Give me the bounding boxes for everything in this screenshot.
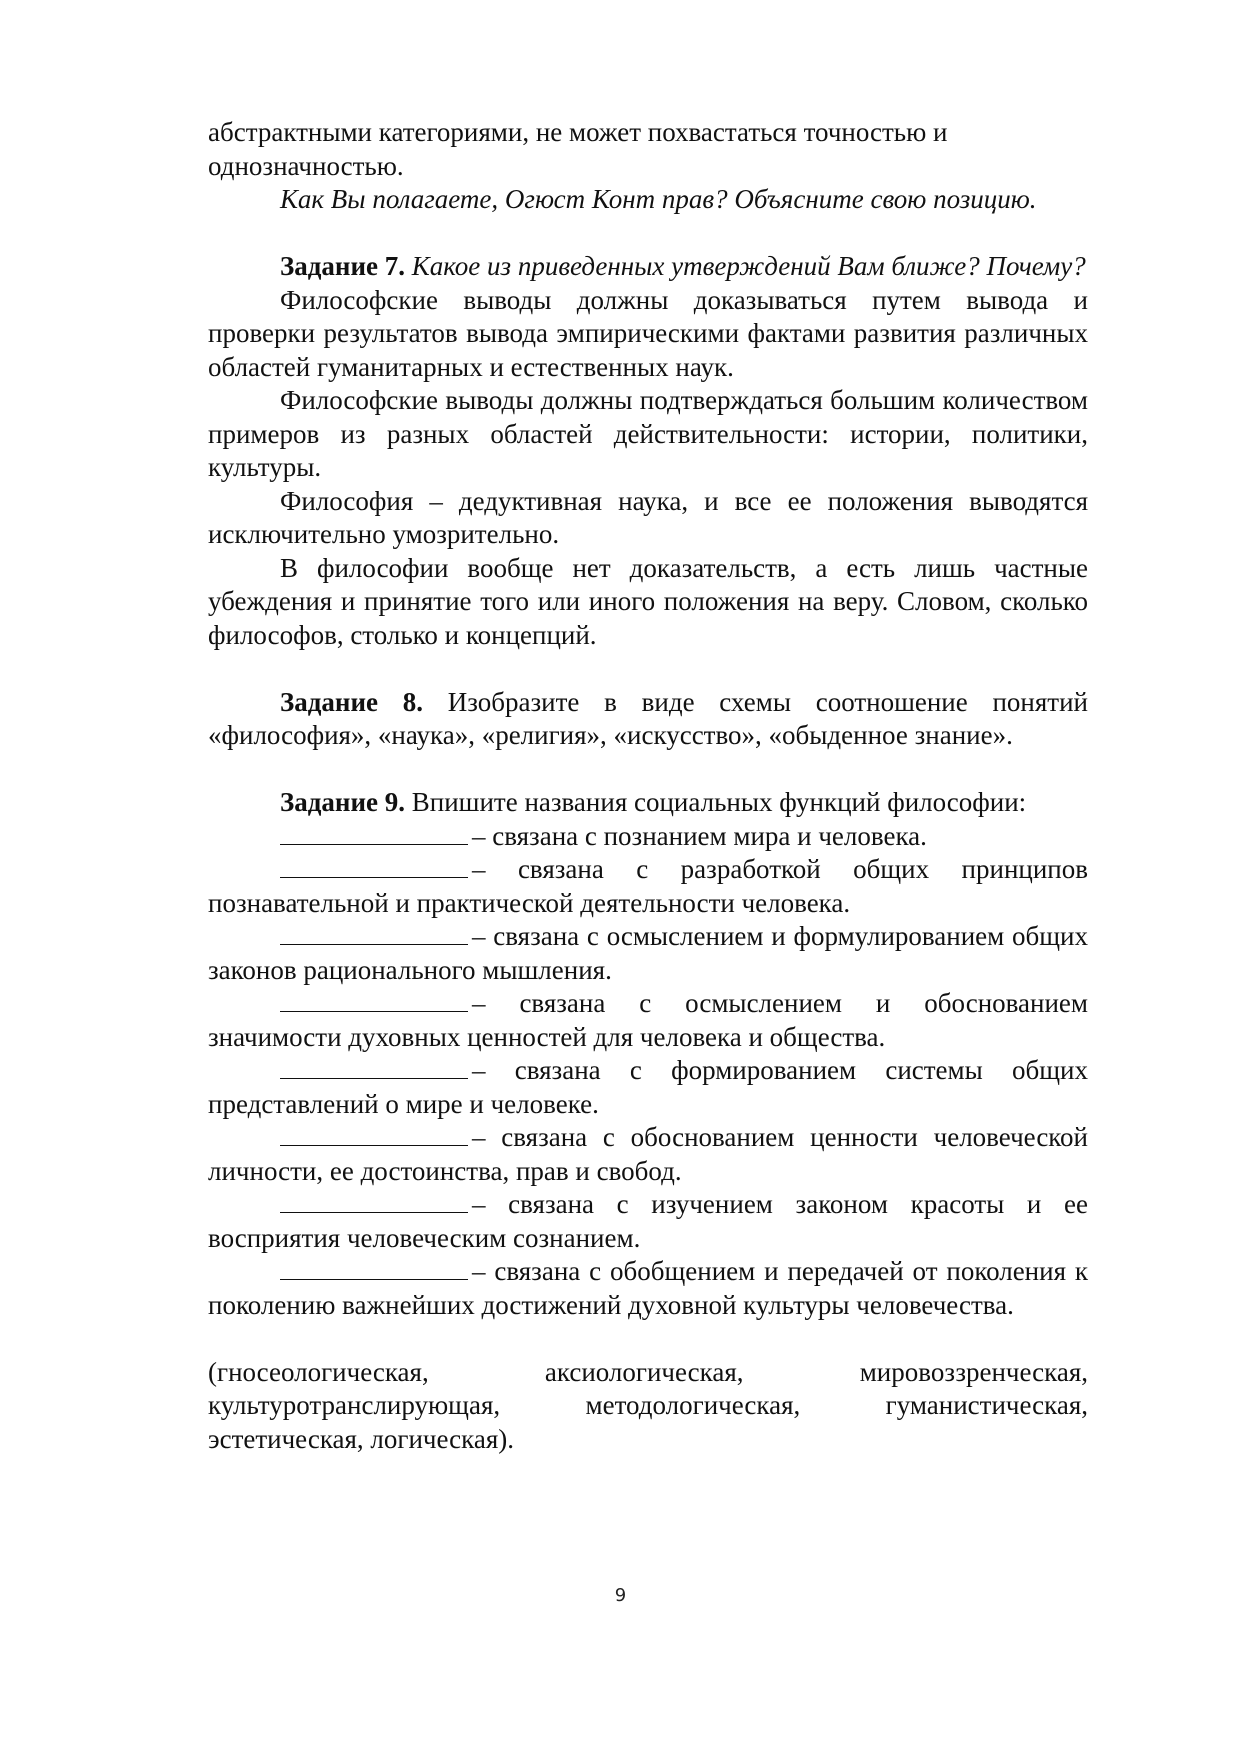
- task9-item-text: – связана с обобщением и передачей от поколения к поколению важнейших достижений духовной культуры человечества.: [208, 1256, 1088, 1320]
- answer-option: культуротранслирующая,: [208, 1390, 501, 1420]
- answer-blank[interactable]: [280, 989, 468, 1012]
- task9-item: [208, 1121, 1088, 1188]
- answer-options-row-3: эстетическая, логическая).: [208, 1423, 515, 1454]
- answer-blank[interactable]: [280, 855, 468, 878]
- task8-text: Изобразите в виде схемы соотношение понятий «философия», «наука», «религия», «искусство», «обыденное знание».: [208, 686, 1089, 750]
- task8-paragraph: [208, 686, 1088, 753]
- task7-heading: [208, 250, 1088, 284]
- task9-item: [208, 920, 1088, 987]
- task9-item: [208, 853, 1088, 920]
- answer-options-row-2: [208, 1389, 1088, 1423]
- task8-label: Задание 8.: [280, 686, 424, 717]
- answer-option: аксиологическая,: [544, 1356, 744, 1387]
- task7-label: Задание 7.: [280, 251, 406, 281]
- answer-option: методологическая,: [585, 1390, 801, 1420]
- task9-item-text: – связана с разработкой общих принципов познавательной и практической деятельности человека.: [208, 854, 1088, 918]
- task9-heading: [208, 786, 1088, 820]
- task7-prompt: Какое из приведенных утверждений Вам ближе? Почему?: [411, 251, 1086, 281]
- answer-options-row-1: [208, 1356, 1088, 1390]
- intro-line-2: однозначностью.: [208, 150, 404, 181]
- task7-statement-3: Философия – дедуктивная наука, и все ее положения выводятся исключительно умозрительно.: [208, 485, 1088, 549]
- answer-option: (гносеологическая,: [208, 1356, 429, 1387]
- task9-item: [208, 1054, 1088, 1121]
- task9-item: [208, 820, 1088, 854]
- task9-item: [208, 1255, 1088, 1322]
- intro-line-1: абстрактными категориями, не может похвастаться точностью и: [208, 117, 948, 147]
- answer-option: гуманистическая,: [885, 1390, 1088, 1420]
- task7-statement-1: Философские выводы должны доказываться путем вывода и проверки результатов вывода эмпирическими фактами развития различных областей гуманитарных и естественных наук.: [208, 284, 1088, 382]
- task9-item-text: – связана с осмыслением и формулированием общих законов рационального мышления.: [208, 921, 1088, 985]
- answer-blank[interactable]: [280, 1056, 468, 1079]
- answer-blank[interactable]: [280, 1190, 468, 1213]
- page-number: 9: [614, 1585, 627, 1606]
- task9-item-text: – связана с познанием мира и человека.: [472, 820, 927, 851]
- answer-blank[interactable]: [280, 922, 468, 945]
- task9-item-text: – связана с изучением законом красоты и ее восприятия человеческим сознанием.: [208, 1189, 1088, 1253]
- answer-option: мировоззренческая,: [859, 1356, 1088, 1387]
- answer-blank[interactable]: [280, 1123, 468, 1146]
- intro-question: Как Вы полагаете, Огюст Конт прав? Объясните свою позицию.: [280, 184, 1037, 214]
- answer-blank[interactable]: [280, 822, 468, 845]
- task7-statement-4: В философии вообще нет доказательств, а есть лишь частные убеждения и принятие того или иного положения на веру. Словом, сколько философов, столько и концепций.: [208, 552, 1088, 650]
- task9-text: Впишите названия социальных функций философии:: [411, 787, 1027, 817]
- task9-item-text: – связана с осмыслением и обоснованием значимости духовных ценностей для человека и общества.: [208, 988, 1088, 1052]
- task9-item: [208, 987, 1088, 1054]
- answer-blank[interactable]: [280, 1257, 468, 1280]
- task7-statement-2: Философские выводы должны подтверждаться большим количеством примеров из разных областей действительности: истории, политики, культуры.: [208, 385, 1088, 482]
- task9-item: [208, 1188, 1088, 1255]
- task9-item-text: – связана с обоснованием ценности человеческой личности, ее достоинства, прав и свобод.: [208, 1122, 1088, 1186]
- page-text: [208, 116, 1088, 1456]
- task9-item-text: – связана с формированием системы общих представлений о мире и человеке.: [208, 1055, 1088, 1119]
- task9-label: Задание 9.: [280, 787, 406, 817]
